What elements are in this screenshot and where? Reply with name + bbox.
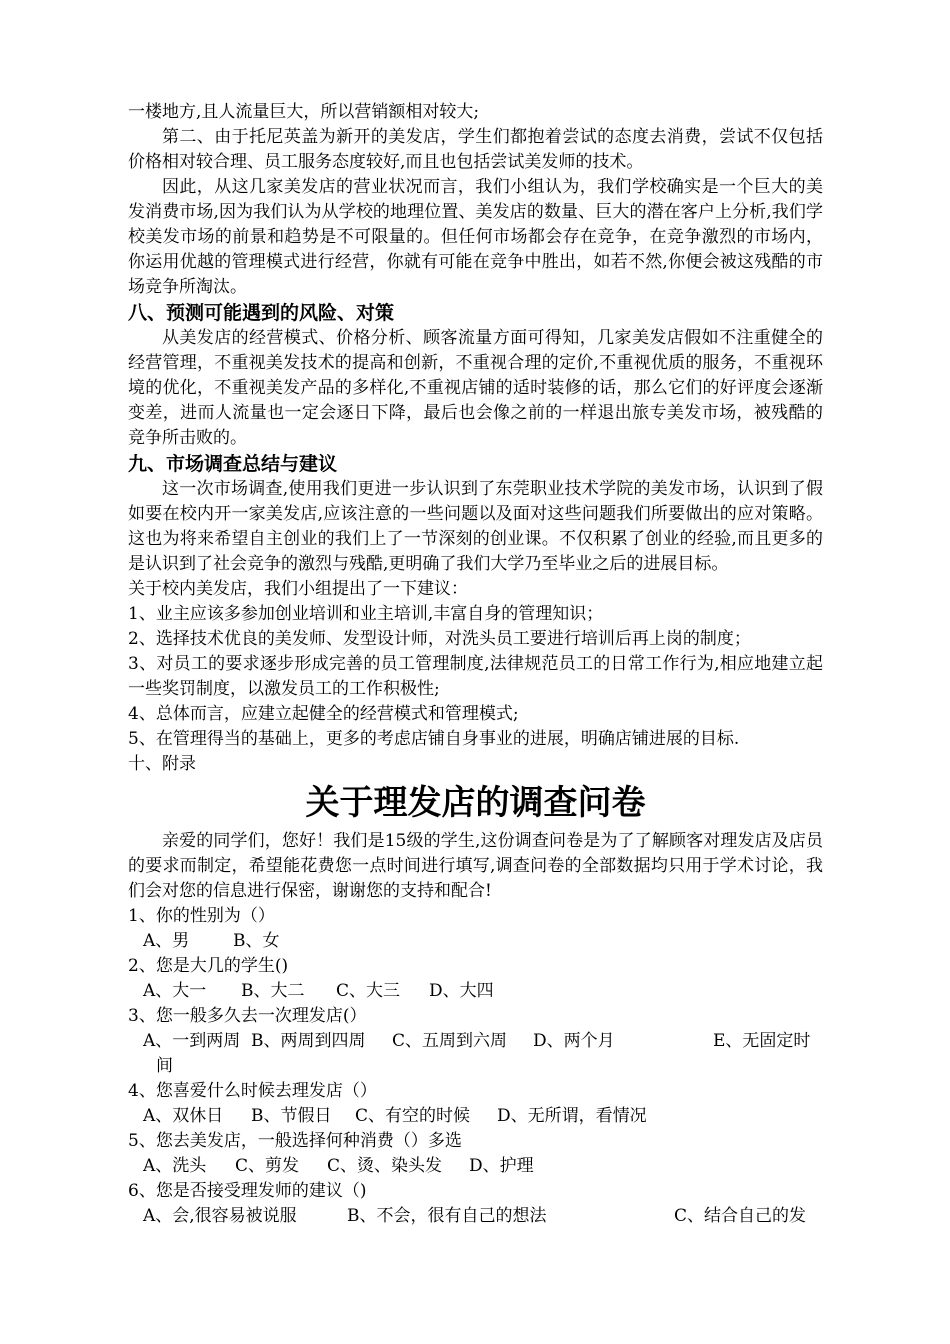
option-row — [128, 929, 823, 954]
option: B、不会，很有自己的想法 — [347, 1206, 547, 1226]
paragraph: 第二、由于托尼英盖为新开的美发店，学生们都抱着尝试的态度去消费，尝试不仅包括价格相对较合理、员工服务态度较好,而且也包括尝试美发师的技术。 — [128, 127, 823, 172]
page-content — [128, 100, 823, 1229]
paragraph: 一楼地方,且人流量巨大，所以营销额相对较大; — [128, 102, 480, 122]
option-row — [128, 1104, 823, 1129]
survey-question: 4、您喜爱什么时候去理发店（） — [128, 1081, 377, 1101]
option: B、节假日 — [251, 1106, 332, 1126]
option: A、男 — [143, 931, 190, 951]
option: B、女 — [233, 931, 280, 951]
survey-intro: 亲爱的同学们，您好！我们是15级的学生,这份调查问卷是为了了解顾客对理发店及店员的要求而制定，希望能花费您一点时间进行填写,调查问卷的全部数据均只用于学术讨论，我们会对您的信息进行保密，谢谢您的支持和配合! — [128, 831, 823, 901]
option-row — [128, 1154, 823, 1179]
option: A、会,很容易被说服 — [143, 1206, 297, 1226]
option: A、一到两周 — [143, 1031, 241, 1051]
option: D、两个月 — [533, 1031, 615, 1051]
option: E、无固定时 — [713, 1031, 811, 1051]
option-row — [128, 1029, 823, 1054]
suggestion-intro: 关于校内美发店，我们小组提出了一下建议： — [128, 579, 468, 599]
option: B、两周到四周 — [251, 1031, 366, 1051]
survey-question: 2、您是大几的学生() — [128, 956, 289, 976]
option: D、护理 — [469, 1156, 534, 1176]
option-row — [128, 979, 823, 1004]
option: C、大三 — [336, 981, 401, 1001]
survey-question: 5、您去美发店，一般选择何种消费（）多选 — [128, 1131, 462, 1151]
paragraph: 这一次市场调查,使用我们更进一步认识到了东莞职业技术学院的美发市场，认识到了假如要在校内开一家美发店,应该注意的一些问题以及面对这些问题我们所要做出的应对策略。这也为将来希望自主创业的我们上了一节深刻的创业课。不仅积累了创业的经验,而且更多的是认识到了社会竞争的激烈与残酷,更明确了我们大学乃至毕业之后的进展目标。 — [128, 479, 823, 574]
suggestion-item: 4、总体而言，应建立起健全的经营模式和管理模式; — [128, 704, 519, 724]
option: D、无所谓，看情况 — [497, 1106, 647, 1126]
option: A、双休日 — [143, 1106, 224, 1126]
survey-question: 6、您是否接受理发师的建议（) — [128, 1181, 367, 1201]
suggestion-item: 1、业主应该多参加创业培训和业主培训,丰富自身的管理知识； — [128, 604, 604, 624]
option: A、大一 — [143, 981, 207, 1001]
section-heading-10: 十、附录 — [128, 754, 196, 774]
option-row — [128, 1204, 823, 1229]
option: B、大二 — [241, 981, 305, 1001]
option: C、有空的时候 — [355, 1106, 471, 1126]
suggestion-item: 5、在管理得当的基础上，更多的考虑店铺自身事业的进展，明确店铺进展的目标. — [128, 729, 740, 749]
paragraph: 因此，从这几家美发店的营业状况而言，我们小组认为，我们学校确实是一个巨大的美发消费市场,因为我们认为从学校的地理位置、美发店的数量、巨大的潜在客户上分析,我们学校美发市场的前景和趋势是不可限量的。但任何市场都会存在竞争，在竞争激烈的市场内，你运用优越的管理模式进行经营，你就有可能在竞争中胜出，如若不然,你便会被这残酷的市场竞争所淘汰。 — [128, 177, 823, 297]
option-wrap: 间 — [156, 1056, 173, 1076]
section-heading-9: 九、市场调查总结与建议 — [128, 453, 338, 475]
survey-question: 3、您一般多久去一次理发店(） — [128, 1006, 367, 1026]
paragraph: 从美发店的经营模式、价格分析、顾客流量方面可得知，几家美发店假如不注重健全的经营管理，不重视美发技术的提高和创新，不重视合理的定价,不重视优质的服务，不重视环境的优化，不重视美发产品的多样化,不重视店铺的适时装修的话，那么它们的好评度会逐渐变差，进而人流量也一定会逐日下降，最后也会像之前的一样退出旅专美发市场，被残酷的竞争所击败的。 — [128, 328, 823, 448]
option: C、剪发 — [235, 1156, 300, 1176]
survey-title: 关于理发店的调查问卷 — [305, 783, 646, 823]
section-heading-8: 八、预测可能遇到的风险、对策 — [128, 302, 395, 324]
option: D、大四 — [429, 981, 494, 1001]
option: C、烫、染头发 — [327, 1156, 443, 1176]
option: C、结合自己的发 — [674, 1206, 807, 1226]
suggestion-item: 3、对员工的要求逐步形成完善的员工管理制度,法律规范员工的日常工作行为,相应地建立起一些奖罚制度，以激发员工的工作积极性; — [128, 654, 823, 699]
option: C、五周到六周 — [392, 1031, 508, 1051]
option: A、洗头 — [143, 1156, 207, 1176]
survey-question: 1、你的性别为（） — [128, 906, 275, 926]
suggestion-item: 2、选择技术优良的美发师、发型设计师，对洗头员工要进行培训后再上岗的制度； — [128, 629, 751, 649]
